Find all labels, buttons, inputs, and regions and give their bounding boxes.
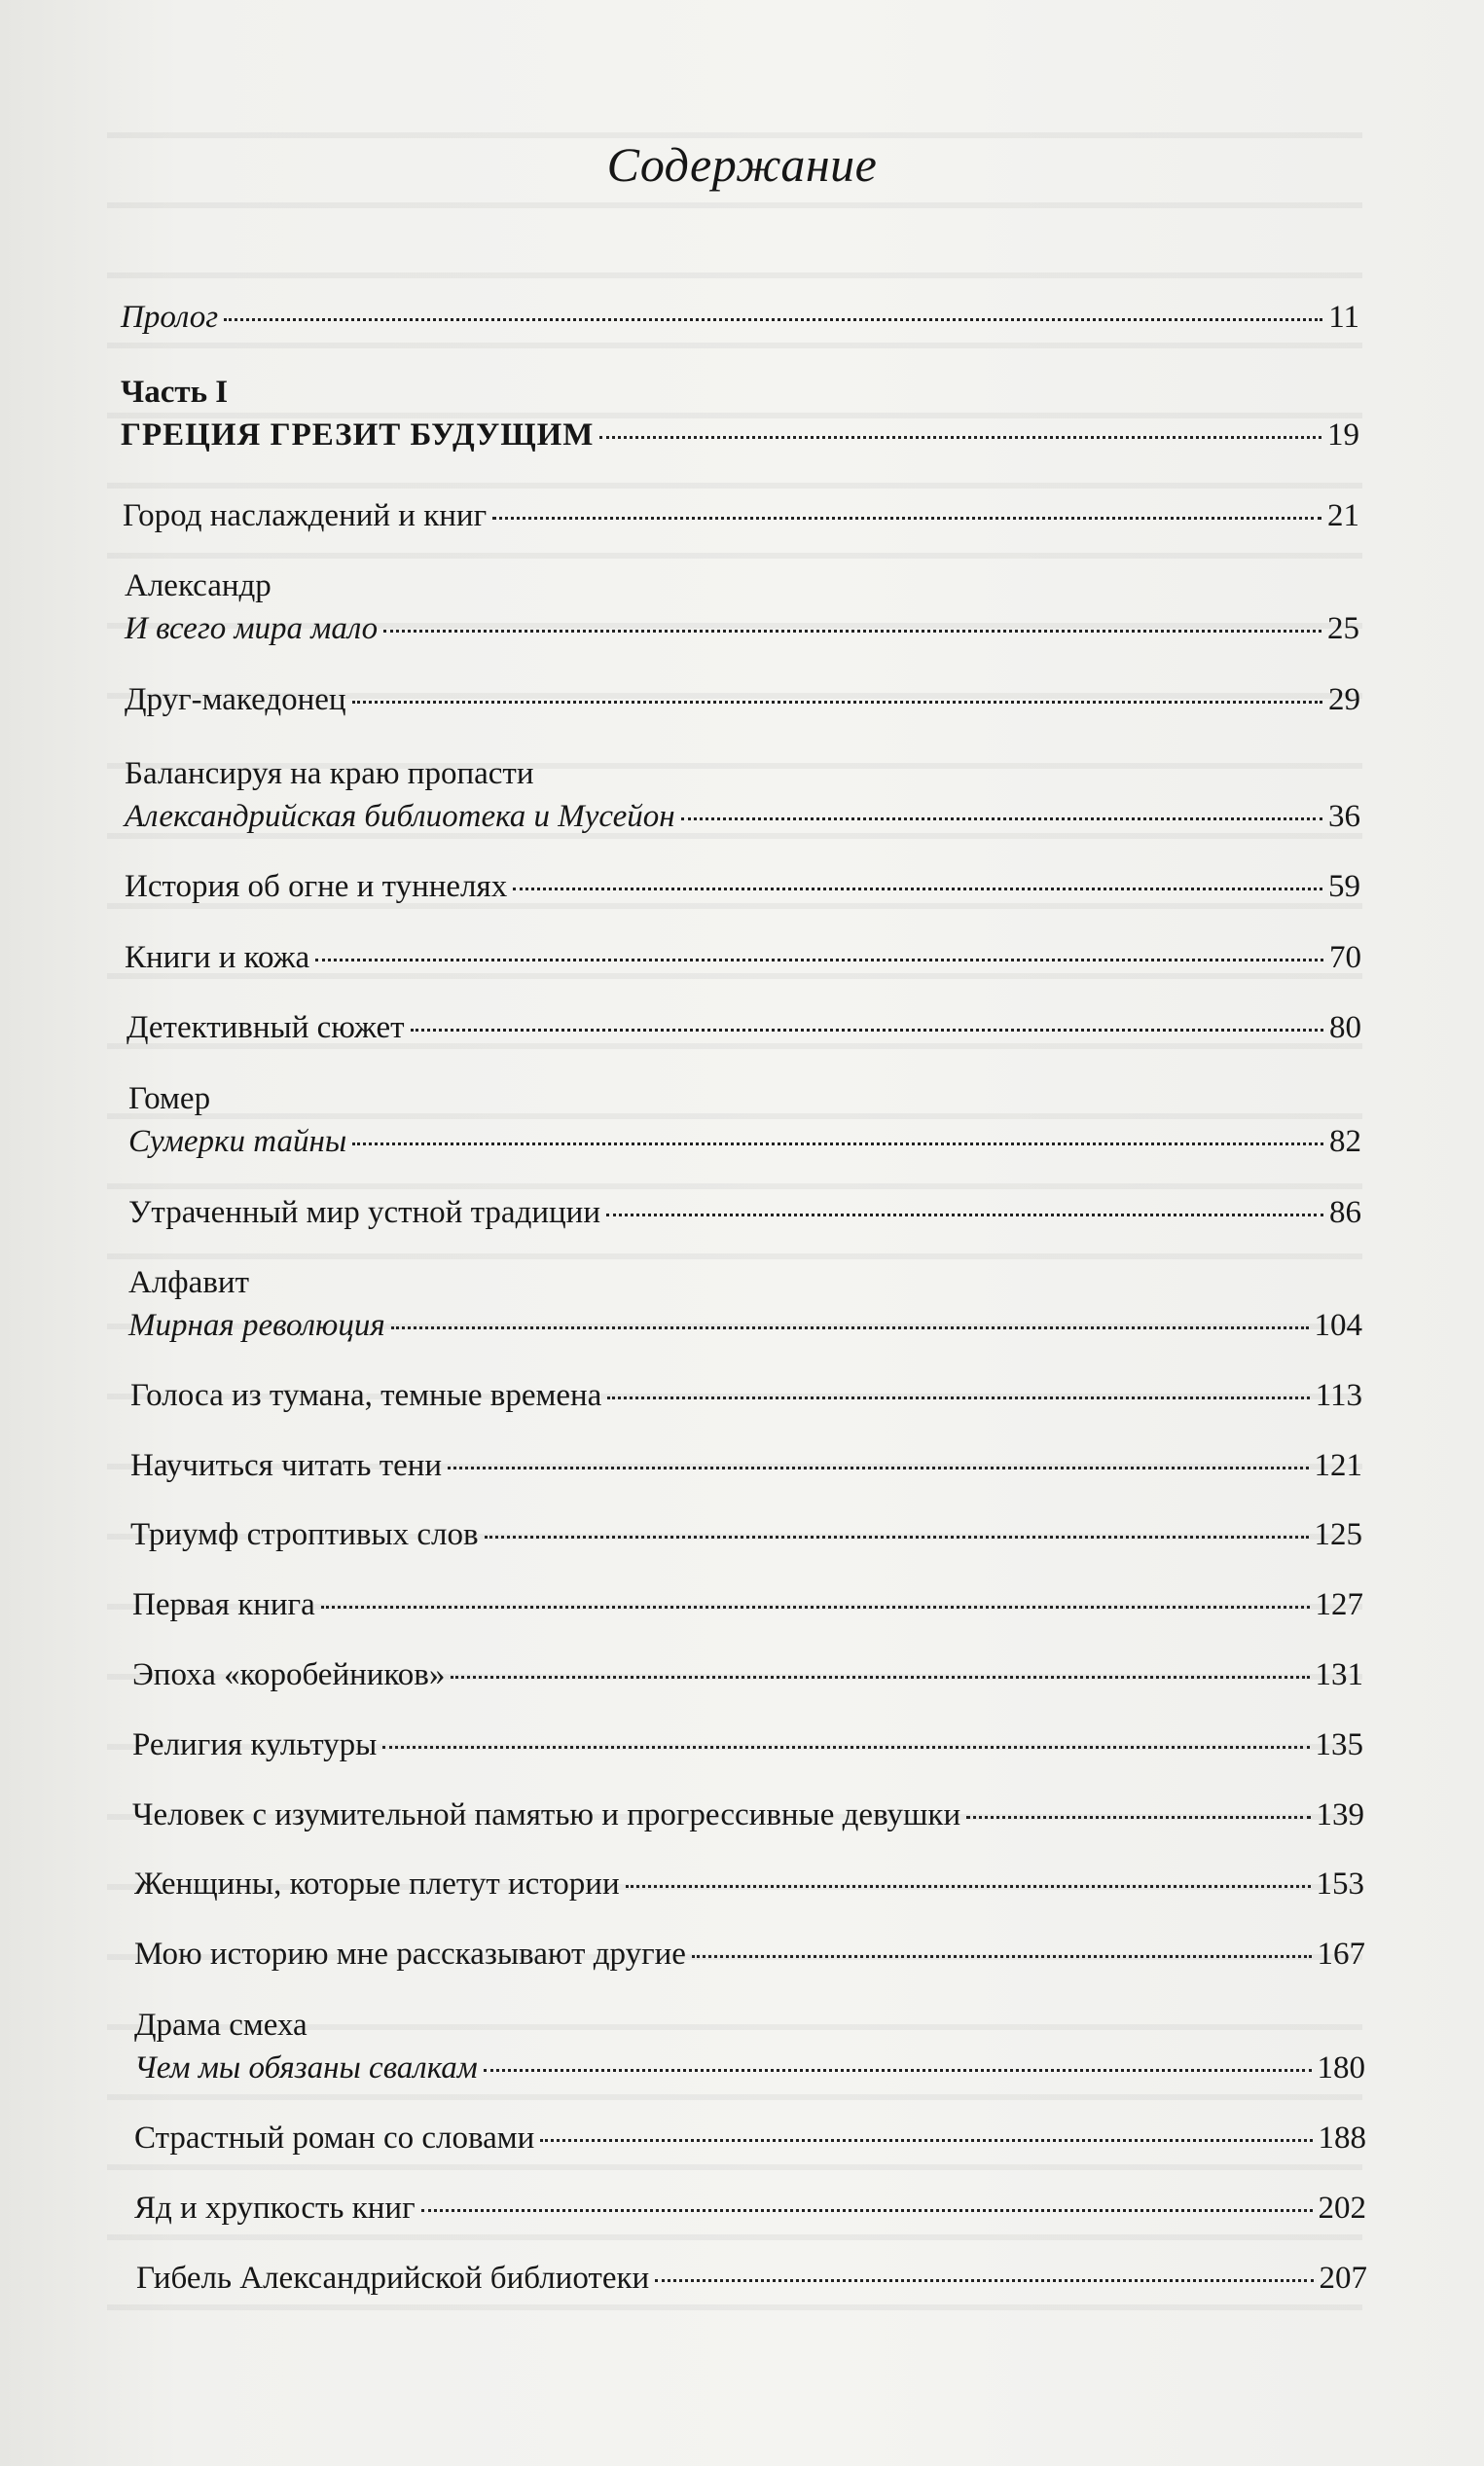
toc-row <box>130 1447 1362 1486</box>
page-number: 113 <box>1315 1378 1362 1413</box>
toc-row <box>125 798 1360 837</box>
dot-leader <box>599 436 1321 439</box>
dot-leader <box>391 1326 1309 1329</box>
dot-leader <box>421 2209 1313 2212</box>
chapter-supertitle: Алфавит <box>128 1265 249 1301</box>
page-number: 59 <box>1328 869 1360 904</box>
page-number: 121 <box>1314 1448 1362 1483</box>
page-number: 188 <box>1318 2121 1366 2156</box>
toc-row <box>132 1796 1364 1835</box>
chapter-title: Мирная революция <box>128 1308 385 1343</box>
toc-row <box>123 497 1359 536</box>
dot-leader <box>540 2139 1312 2142</box>
toc-entry <box>130 1377 1362 1416</box>
dot-leader <box>352 1142 1323 1145</box>
toc-entry <box>132 1586 1363 1625</box>
chapter-title: Александрийская библиотека и Мусейон <box>125 799 675 834</box>
toc-row <box>130 1377 1362 1416</box>
toc-row <box>128 1194 1361 1233</box>
toc-row <box>125 681 1360 720</box>
chapter-title: Первая книга <box>132 1587 315 1622</box>
toc-row <box>127 1009 1361 1048</box>
toc-entry <box>132 1726 1363 1765</box>
chapter-title: Эпоха «коробейников» <box>132 1657 446 1692</box>
chapter-title: Гибель Александрийской библиотеки <box>136 2261 650 2296</box>
dot-leader <box>692 1955 1312 1958</box>
toc-row <box>125 939 1361 978</box>
toc-entry <box>125 939 1361 978</box>
page-number: 25 <box>1327 611 1359 646</box>
toc-row <box>121 299 1359 338</box>
page-number: 180 <box>1317 2050 1365 2085</box>
page-number: 11 <box>1328 300 1359 335</box>
chapter-title: Чем мы обязаны свалкам <box>134 2050 478 2085</box>
dot-leader <box>484 2069 1312 2072</box>
page-number: 104 <box>1314 1308 1362 1343</box>
toc-entry <box>136 2260 1367 2299</box>
page-number: 202 <box>1318 2191 1366 2226</box>
toc-entry <box>125 681 1360 720</box>
chapter-title: Страстный роман со словами <box>134 2121 535 2156</box>
chapter-title: И всего мира мало <box>125 611 379 646</box>
chapter-title: Детективный сюжет <box>127 1010 405 1045</box>
toc-entry <box>132 1656 1363 1695</box>
toc-entry <box>128 1265 1362 1346</box>
dot-leader <box>681 817 1322 820</box>
toc-row <box>134 2049 1365 2088</box>
toc-entry <box>123 497 1359 536</box>
chapter-title: Друг-македонец <box>125 682 346 717</box>
page-number: 80 <box>1329 1010 1361 1045</box>
toc-entry <box>125 868 1360 907</box>
chapter-title: Голоса из тумана, темные времена <box>130 1378 602 1413</box>
dot-leader <box>451 1676 1309 1679</box>
chapter-title: ГРЕЦИЯ ГРЕЗИТ БУДУЩИМ <box>121 417 595 453</box>
page-number: 153 <box>1316 1867 1364 1902</box>
dot-leader <box>321 1606 1310 1609</box>
toc-entry <box>128 1081 1361 1162</box>
toc-entry <box>132 1796 1364 1835</box>
toc-entry <box>125 756 1360 837</box>
toc-row <box>130 1516 1362 1555</box>
part-heading: Часть I <box>121 375 229 411</box>
toc-entry <box>134 2120 1366 2158</box>
toc-entry <box>127 1009 1361 1048</box>
dot-leader <box>224 318 1322 321</box>
dot-leader <box>315 959 1323 961</box>
toc-row <box>134 2120 1366 2158</box>
dot-leader <box>352 701 1322 704</box>
toc-entry <box>130 1447 1362 1486</box>
chapter-title: История об огне и туннелях <box>125 869 508 904</box>
dot-leader <box>607 1396 1309 1399</box>
dot-leader <box>606 1214 1323 1216</box>
chapter-title: Город наслаждений и книг <box>123 498 488 533</box>
toc-entry <box>134 1866 1364 1904</box>
dot-leader <box>485 1536 1309 1539</box>
toc-entry <box>121 299 1359 338</box>
chapter-title: Утраченный мир устной традиции <box>128 1195 600 1230</box>
chapter-title: Пролог <box>121 300 219 335</box>
page-number: 207 <box>1319 2261 1367 2296</box>
page-number: 29 <box>1328 682 1360 717</box>
toc-row <box>125 868 1360 907</box>
toc-entry <box>130 1516 1362 1555</box>
toc-entry <box>134 2190 1366 2229</box>
dot-leader <box>626 1885 1311 1888</box>
toc-row <box>136 2260 1367 2299</box>
toc-entry <box>134 1936 1365 1975</box>
toc-row <box>128 1307 1362 1346</box>
chapter-title: Человек с изумительной памятью и прогрессивные девушки <box>132 1797 961 1832</box>
toc-row <box>132 1586 1363 1625</box>
chapter-supertitle: Балансируя на краю пропасти <box>125 756 534 792</box>
dot-leader <box>382 1746 1309 1749</box>
dot-leader <box>411 1029 1323 1032</box>
page-number: 19 <box>1327 417 1359 453</box>
chapter-supertitle: Александр <box>125 568 271 604</box>
page-number: 135 <box>1315 1727 1363 1762</box>
page-number: 82 <box>1329 1124 1361 1159</box>
toc-entry <box>121 375 1359 455</box>
page-number: 167 <box>1317 1937 1365 1972</box>
toc-row <box>125 610 1359 649</box>
toc-row <box>128 1123 1361 1162</box>
page-number: 21 <box>1327 498 1359 533</box>
chapter-title: Книги и кожа <box>125 940 310 975</box>
chapter-title: Религия культуры <box>132 1727 378 1762</box>
toc-row <box>121 417 1359 455</box>
toc-row <box>134 1866 1364 1904</box>
page-number: 139 <box>1316 1797 1364 1832</box>
page-number: 36 <box>1328 799 1360 834</box>
chapter-supertitle: Гомер <box>128 1081 211 1117</box>
chapter-title: Яд и хрупкость книг <box>134 2191 416 2226</box>
chapter-supertitle: Драма смеха <box>134 2008 308 2044</box>
toc-row <box>134 2190 1366 2229</box>
toc-entry <box>128 1194 1361 1233</box>
toc-entry <box>125 568 1359 649</box>
page-number: 131 <box>1315 1657 1363 1692</box>
page-number: 70 <box>1329 940 1361 975</box>
page-number: 125 <box>1314 1517 1362 1552</box>
dot-leader <box>966 1816 1310 1819</box>
chapter-title: Триумф строптивых слов <box>130 1517 479 1552</box>
chapter-title: Мою историю мне рассказывают другие <box>134 1937 686 1972</box>
chapter-title: Сумерки тайны <box>128 1124 347 1159</box>
chapter-title: Научиться читать тени <box>130 1448 443 1483</box>
dot-leader <box>655 2279 1313 2282</box>
page-number: 86 <box>1329 1195 1361 1230</box>
dot-leader <box>383 630 1321 633</box>
dot-leader <box>492 517 1321 520</box>
page-number: 127 <box>1315 1587 1363 1622</box>
dot-leader <box>448 1467 1308 1469</box>
page-title: Содержание <box>606 137 878 192</box>
toc-row <box>134 1936 1365 1975</box>
chapter-title: Женщины, которые плетут истории <box>134 1867 620 1902</box>
toc-row <box>132 1726 1363 1765</box>
toc-entry <box>134 2008 1365 2088</box>
toc-row <box>132 1656 1363 1695</box>
dot-leader <box>513 888 1322 890</box>
